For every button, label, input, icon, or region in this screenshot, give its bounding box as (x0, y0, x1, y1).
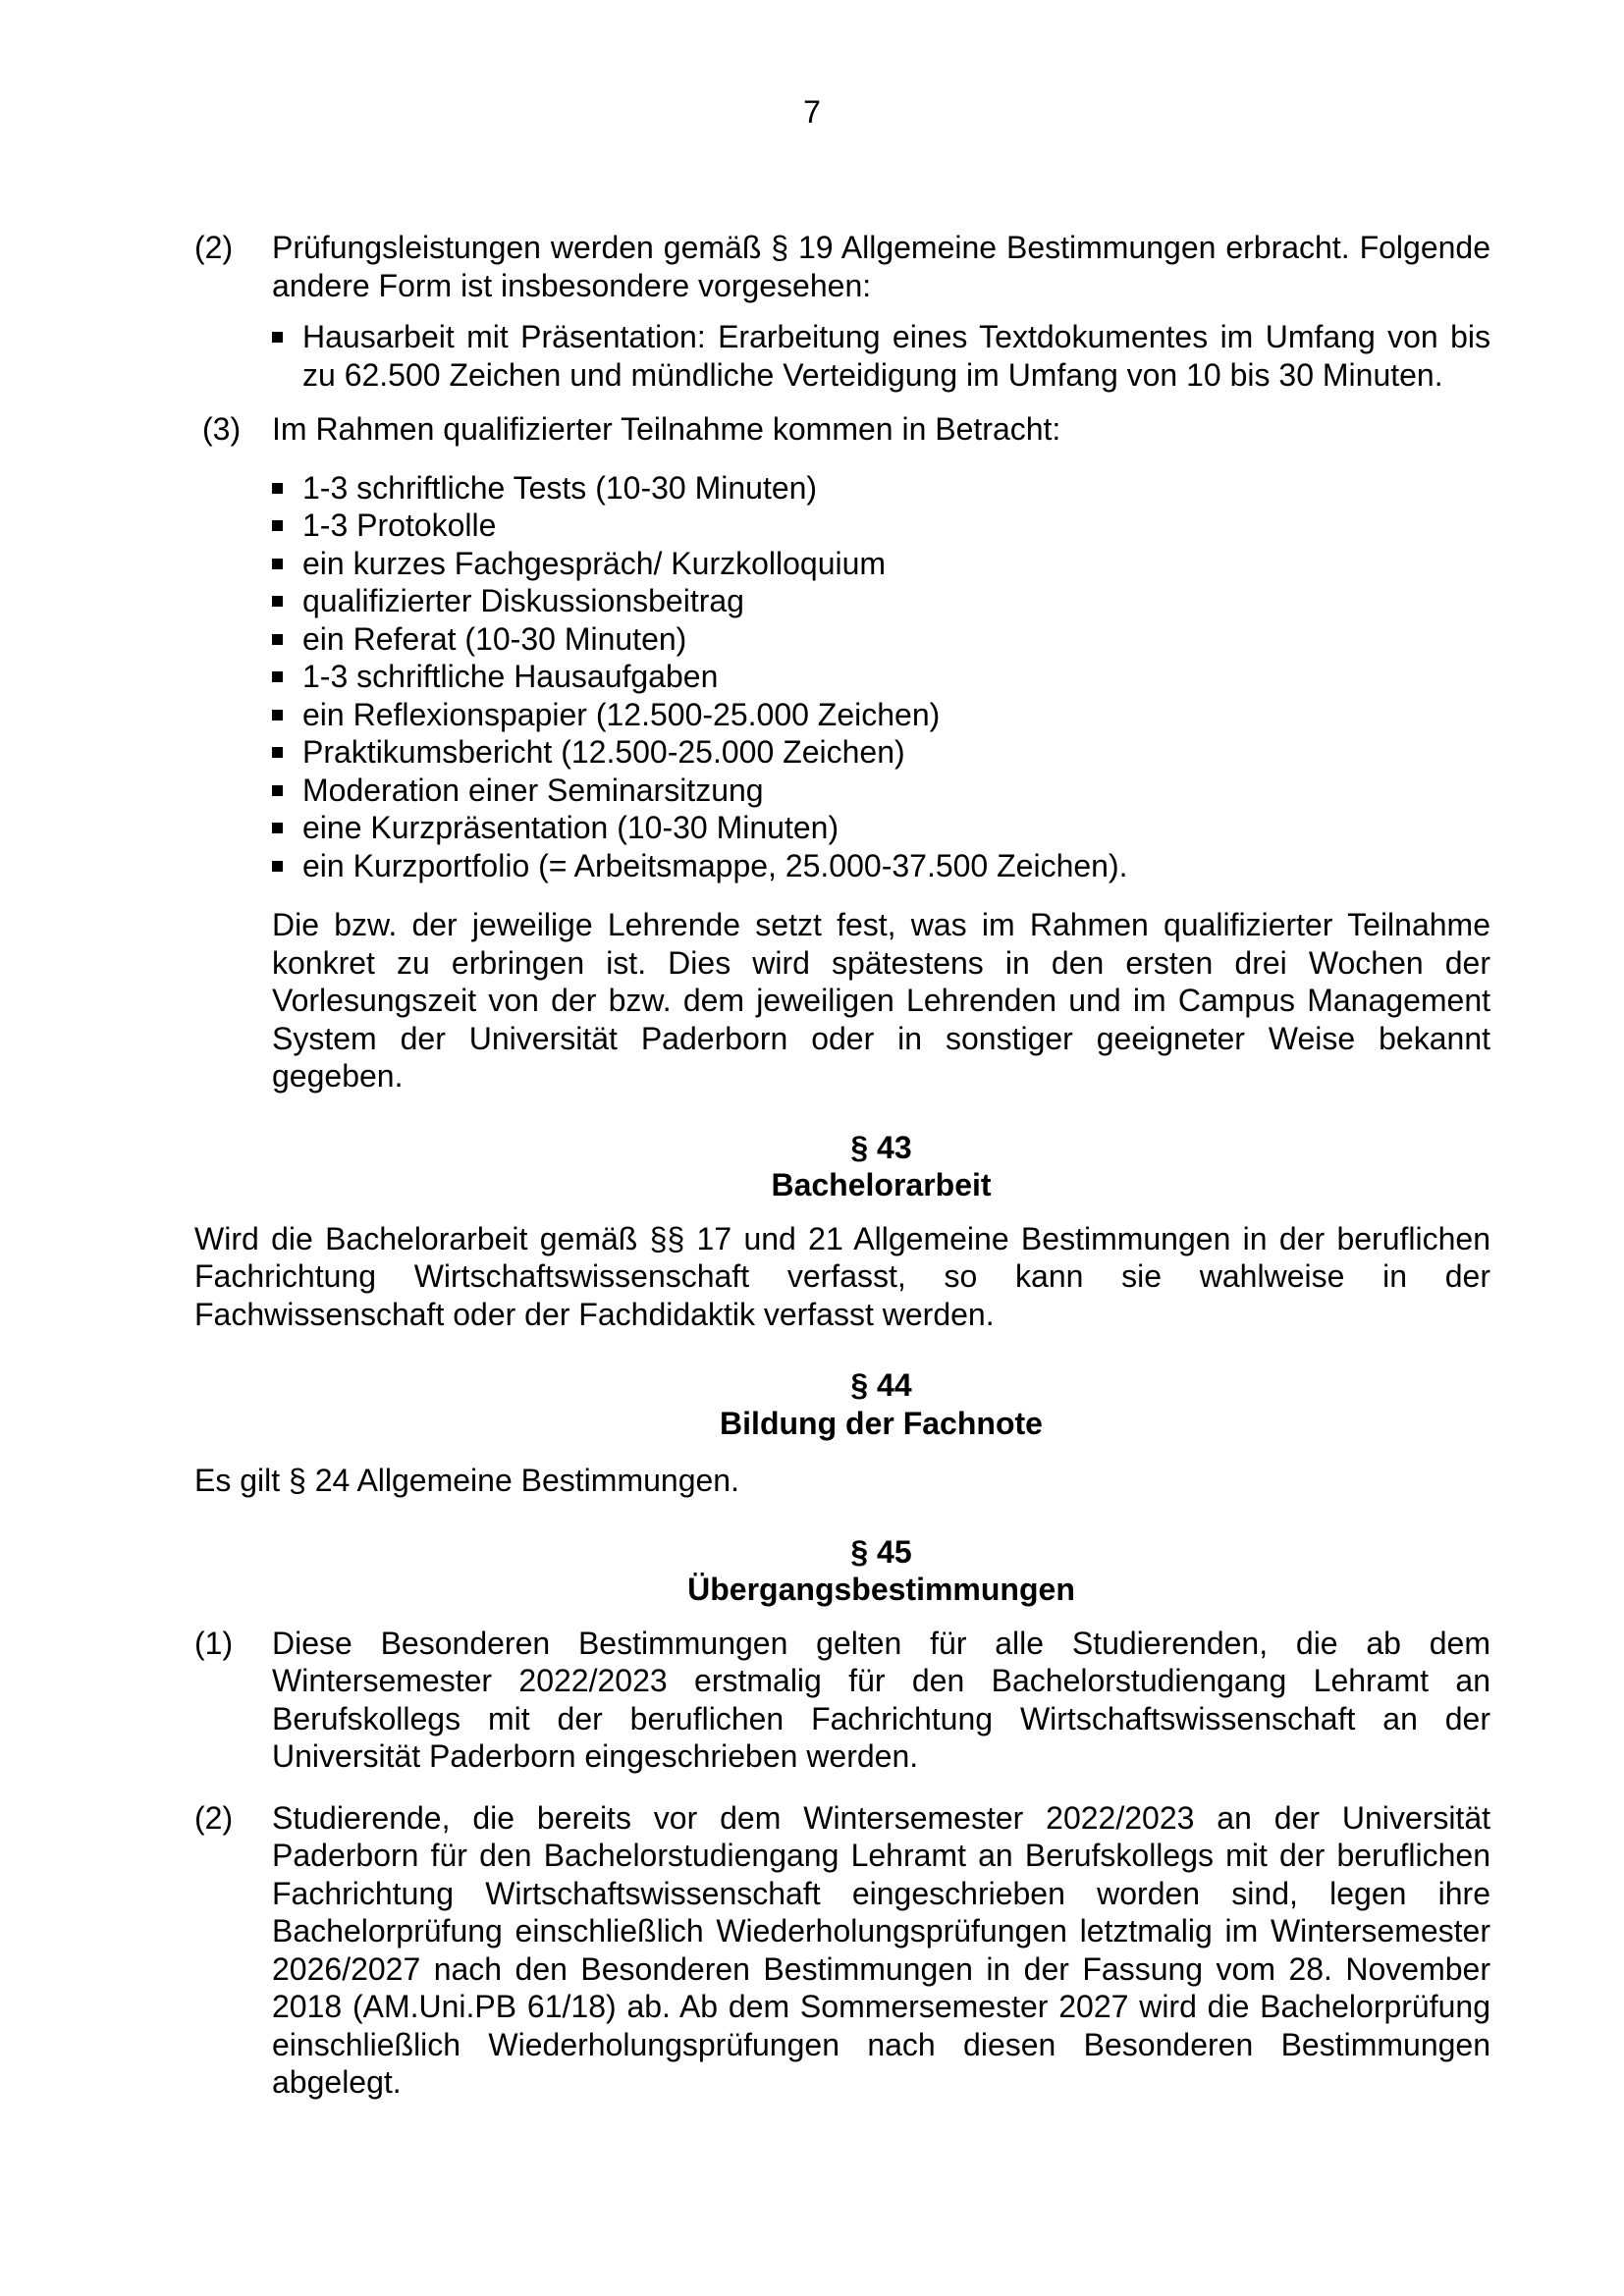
list-item (272, 733, 1490, 772)
paragraph-2-text: Studierende, die bereits vor dem Wintersemester 2022/2023 an der Universität Paderborn für den Bachelorstudiengang Lehramt an Berufskollegs mit der beruflichen Fachrichtung Wirtschaftswissenschaft eingeschrieben worden sind, legen ihre Bachelorprüfung einschließlich Wiederholungsprüfungen letztmalig im Wintersemester 2026/2027 nach den Besonderen Bestimmungen in der Fassung vom 28. November 2018 (AM.Uni.PB 61/18) ab. Ab dem Sommersemester 2027 wird die Bachelorprüfung einschließlich Wiederholungsprüfungen nach diesen Besonderen Bestimmungen abgelegt. (272, 1799, 1490, 2100)
list-item (272, 318, 1490, 394)
list-item-text: eine Kurzpräsentation (10-30 Minuten) (302, 810, 839, 845)
section-title: Bildung der Fachnote (720, 1405, 1043, 1441)
list-item-text: 1-3 schriftliche Tests (10-30 Minuten) (302, 469, 818, 506)
bullet-icon (272, 318, 302, 394)
bullet-icon (272, 620, 302, 659)
list-item-text: qualifizierter Diskussionsbeitrag (302, 583, 744, 618)
bullet-icon (272, 696, 302, 734)
list-item-text: 1-3 Protokolle (302, 507, 497, 543)
list-item-text: Hausarbeit mit Präsentation: Erarbeitung eines Textdokumentes im Umfang von bis zu 62.500 Zeichen und mündliche Verteidigung im Umfang von 10 bis 30 Minuten. (302, 319, 1490, 393)
list-item (272, 507, 1490, 545)
section-title: Übergangsbestimmungen (687, 1572, 1075, 1607)
section-number: § 45 (850, 1533, 912, 1570)
bullet-icon (272, 847, 302, 885)
list-item (272, 620, 1490, 659)
section-44-body: Es gilt § 24 Allgemeine Bestimmungen. (194, 1463, 739, 1498)
section-number: § 43 (850, 1129, 912, 1165)
list-item-text: Moderation einer Seminarsitzung (302, 772, 764, 808)
list-item (272, 658, 1490, 696)
list-item (272, 772, 1490, 810)
bullet-icon (272, 507, 302, 545)
bullet-icon (272, 469, 302, 507)
section-heading-44 (272, 1366, 1490, 1442)
paragraph-2-label: (2) (194, 1799, 234, 1836)
bullet-icon (272, 772, 302, 810)
bullet-list-form (272, 318, 1490, 394)
paragraph-1-label: (1) (194, 1625, 234, 1661)
list-item-text: ein kurzes Fachgespräch/ Kurzkolloquium (302, 545, 887, 581)
list-item-text: Praktikumsbericht (12.500-25.000 Zeichen) (302, 734, 905, 770)
list-item (272, 696, 1490, 734)
section-title: Bachelorarbeit (771, 1167, 992, 1202)
paragraph-3-label: (3) (202, 411, 242, 447)
bullet-icon (272, 809, 302, 847)
bullet-icon (272, 545, 302, 583)
paragraph-2 (194, 229, 1490, 304)
page-number: 7 (803, 94, 821, 130)
list-item-text: ein Referat (10-30 Minuten) (302, 620, 687, 657)
bullet-icon (272, 582, 302, 620)
paragraph-2-label: (2) (194, 230, 234, 265)
list-item (272, 582, 1490, 620)
bullet-icon (272, 733, 302, 772)
paragraph-3-text: Im Rahmen qualifizierter Teilnahme kommen in Betracht: (272, 411, 1061, 447)
list-item-text: ein Reflexionspapier (12.500-25.000 Zeichen) (302, 696, 941, 732)
list-item (272, 469, 1490, 507)
section-45-paragraph-1 (194, 1625, 1490, 1776)
bullet-icon (272, 658, 302, 696)
section-43-body: Wird die Bachelorarbeit gemäß §§ 17 und 21 Allgemeine Bestimmungen in der beruflichen Fachrichtung Wirtschaftswissenschaft verfasst, so kann sie wahlweise in der Fachwissenschaft oder der Fachdidaktik verfasst werden. (194, 1220, 1490, 1332)
paragraph-3 (194, 410, 1490, 449)
section-heading-45 (272, 1533, 1490, 1609)
paragraph-3-closing: Die bzw. der jeweilige Lehrende setzt fest, was im Rahmen qualifizierter Teilnahme konkret zu erbringen ist. Dies wird spätestens in den ersten drei Wochen der Vorlesungszeit von der bzw. dem jeweiligen Lehrenden und im Campus Management System der Universität Paderborn oder in sonstiger geeigneter Weise bekannt gegeben. (272, 907, 1490, 1094)
paragraph-2-text: Prüfungsleistungen werden gemäß § 19 Allgemeine Bestimmungen erbracht. Folgende andere Form ist insbesondere vorgesehen: (272, 230, 1490, 303)
document-content (194, 229, 1490, 2102)
list-item (272, 809, 1490, 847)
bullet-list-qualified-participation (272, 469, 1490, 885)
paragraph-1-text: Diese Besonderen Bestimmungen gelten für alle Studierenden, die ab dem Wintersemester 2022/2023 erstmalig für den Bachelorstudiengang Lehramt an Berufskollegs mit der beruflichen Fachrichtung Wirtschaftswissenschaft an der Universität Paderborn eingeschrieben werden. (272, 1625, 1490, 1774)
list-item (272, 545, 1490, 583)
list-item-text: 1-3 schriftliche Hausaufgaben (302, 659, 719, 694)
section-heading-43 (272, 1129, 1490, 1204)
section-45-paragraph-2 (194, 1799, 1490, 2102)
list-item (272, 847, 1490, 885)
list-item-text: ein Kurzportfolio (= Arbeitsmappe, 25.000-37.500 Zeichen). (302, 847, 1128, 883)
section-number: § 44 (850, 1367, 912, 1403)
